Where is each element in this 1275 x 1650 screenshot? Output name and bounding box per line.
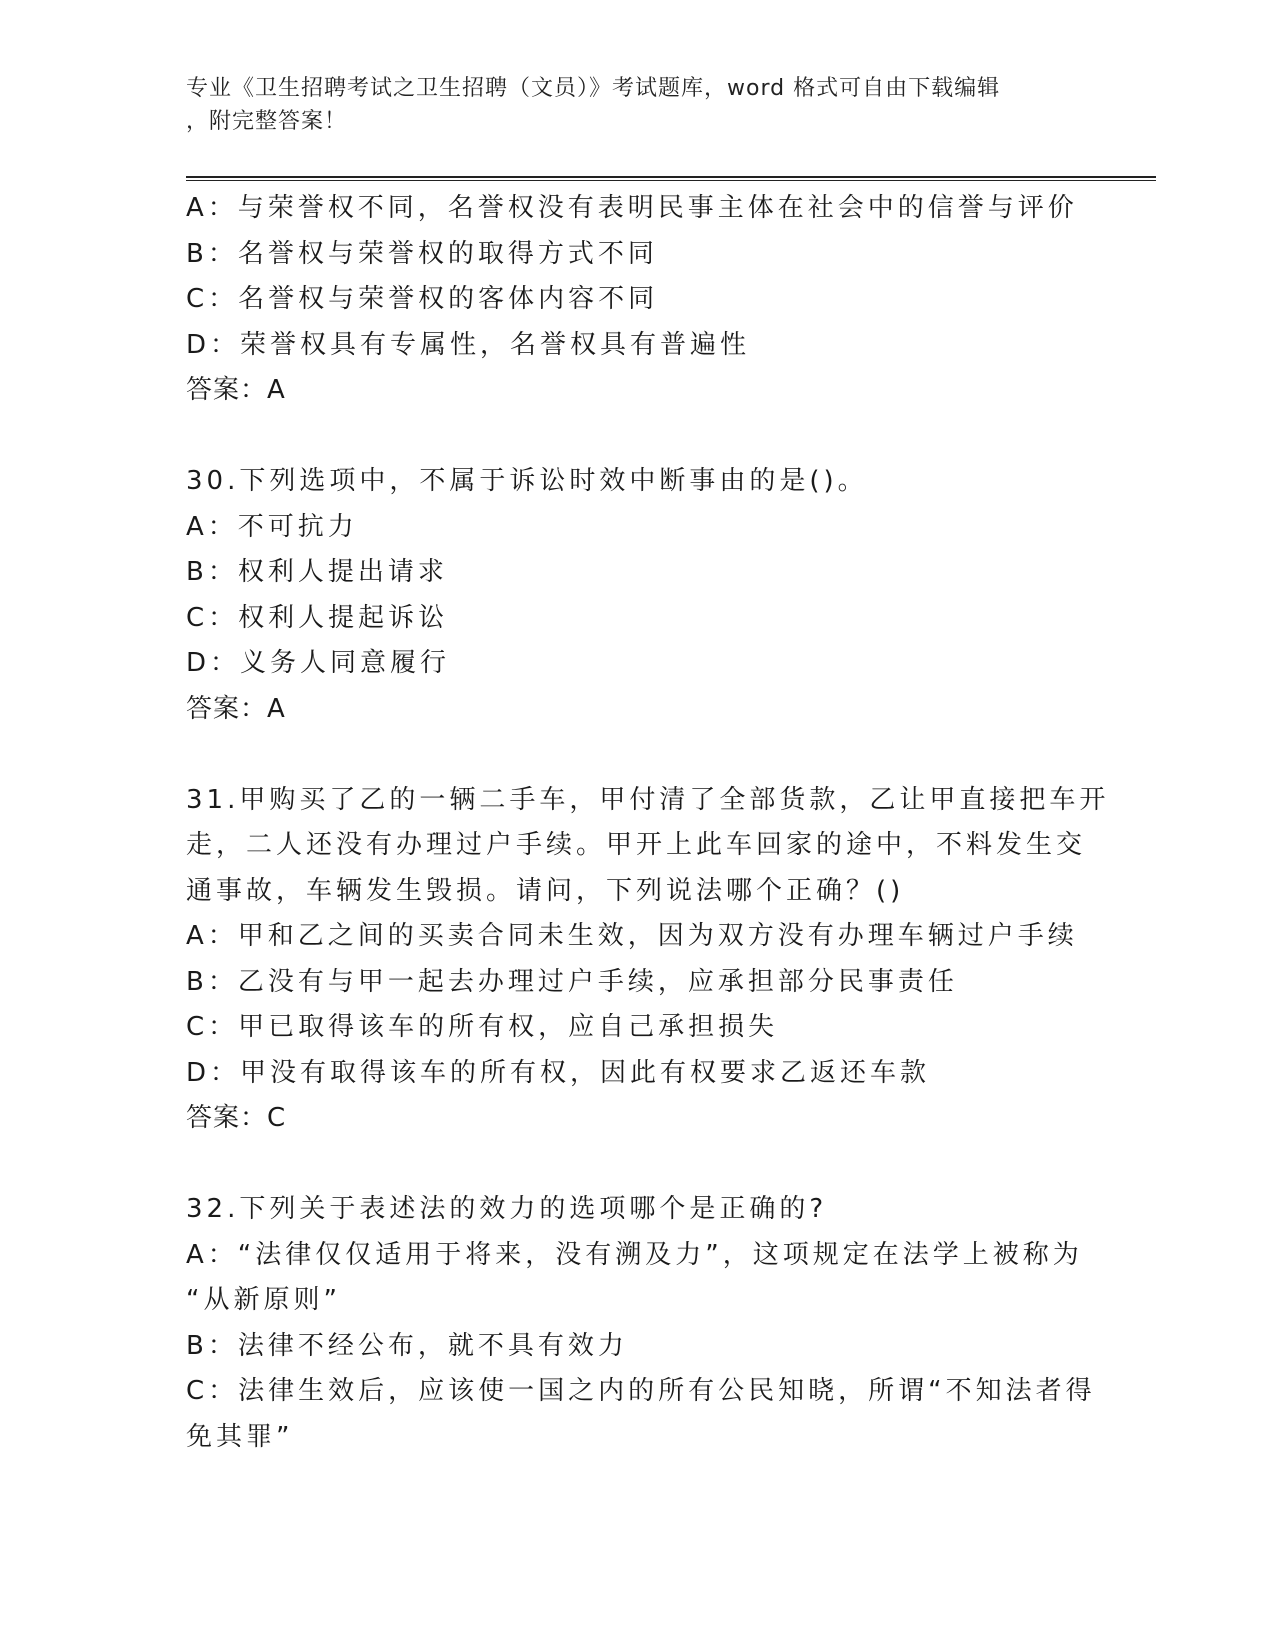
header-divider — [186, 176, 1156, 181]
q29-option-a: A：与荣誉权不同，名誉权没有表明民事主体在社会中的信誉与评价 — [186, 193, 1078, 223]
header-line-1: 专业《卫生招聘考试之卫生招聘（文员）》考试题库，word 格式可自由下载编辑 — [186, 76, 1001, 101]
q30-option-d: D：义务人同意履行 — [186, 648, 451, 678]
spacer — [186, 732, 1086, 778]
q31-stem-line-2: 走，二人还没有办理过户手续。甲开上此车回家的途中，不料发生交 — [186, 830, 1087, 860]
question-list — [186, 186, 1110, 1460]
question-31 — [186, 778, 1110, 1142]
q30-answer: 答案：A — [186, 693, 286, 724]
q31-option-a: A：甲和乙之间的买卖合同未生效，因为双方没有办理车辆过户手续 — [186, 921, 1078, 951]
question-29 — [186, 186, 1086, 414]
q31-stem-line-1: 31.甲购买了乙的一辆二手车，甲付清了全部货款，乙让甲直接把车开 — [186, 784, 1110, 815]
q32-option-a-line-1: A：“法律仅仅适用于将来，没有溯及力”，这项规定在法学上被称为 — [186, 1239, 1083, 1270]
header-line-2: ，附完整答案！ — [186, 109, 348, 134]
q29-option-b: B：名誉权与荣誉权的取得方式不同 — [186, 238, 658, 269]
page-header — [186, 72, 1066, 138]
spacer — [186, 414, 1086, 460]
question-32 — [186, 1187, 1096, 1460]
q31-stem-line-3: 通事故，车辆发生毁损。请问，下列说法哪个正确？() — [186, 875, 905, 906]
q32-option-c-line-1: C：法律生效后，应该使一国之内的所有公民知晓，所谓“不知法者得 — [186, 1376, 1096, 1406]
q30-option-a: A：不可抗力 — [186, 511, 358, 542]
q31-answer: 答案：C — [186, 1103, 287, 1133]
q29-answer: 答案：A — [186, 375, 286, 405]
q31-option-b: B：乙没有与甲一起去办理过户手续，应承担部分民事责任 — [186, 966, 958, 997]
q32-option-a-line-2: “从新原则” — [186, 1285, 341, 1315]
q31-option-c: C：甲已取得该车的所有权，应自己承担损失 — [186, 1012, 779, 1042]
q29-option-c: C：名誉权与荣誉权的客体内容不同 — [186, 284, 659, 314]
q30-stem: 30.下列选项中，不属于诉讼时效中断事由的是()。 — [186, 466, 868, 496]
q29-option-d: D：荣誉权具有专属性，名誉权具有普遍性 — [186, 329, 751, 360]
q31-option-d: D：甲没有取得该车的所有权，因此有权要求乙返还车款 — [186, 1057, 931, 1088]
q30-option-c: C：权利人提起诉讼 — [186, 602, 449, 633]
q30-option-b: B：权利人提出请求 — [186, 557, 448, 587]
q32-stem: 32.下列关于表述法的效力的选项哪个是正确的? — [186, 1194, 828, 1224]
spacer — [186, 1142, 1086, 1188]
q32-option-c-line-2: 免其罪” — [186, 1421, 294, 1452]
q32-option-b: B：法律不经公布，就不具有效力 — [186, 1330, 628, 1361]
question-30 — [186, 459, 1086, 732]
